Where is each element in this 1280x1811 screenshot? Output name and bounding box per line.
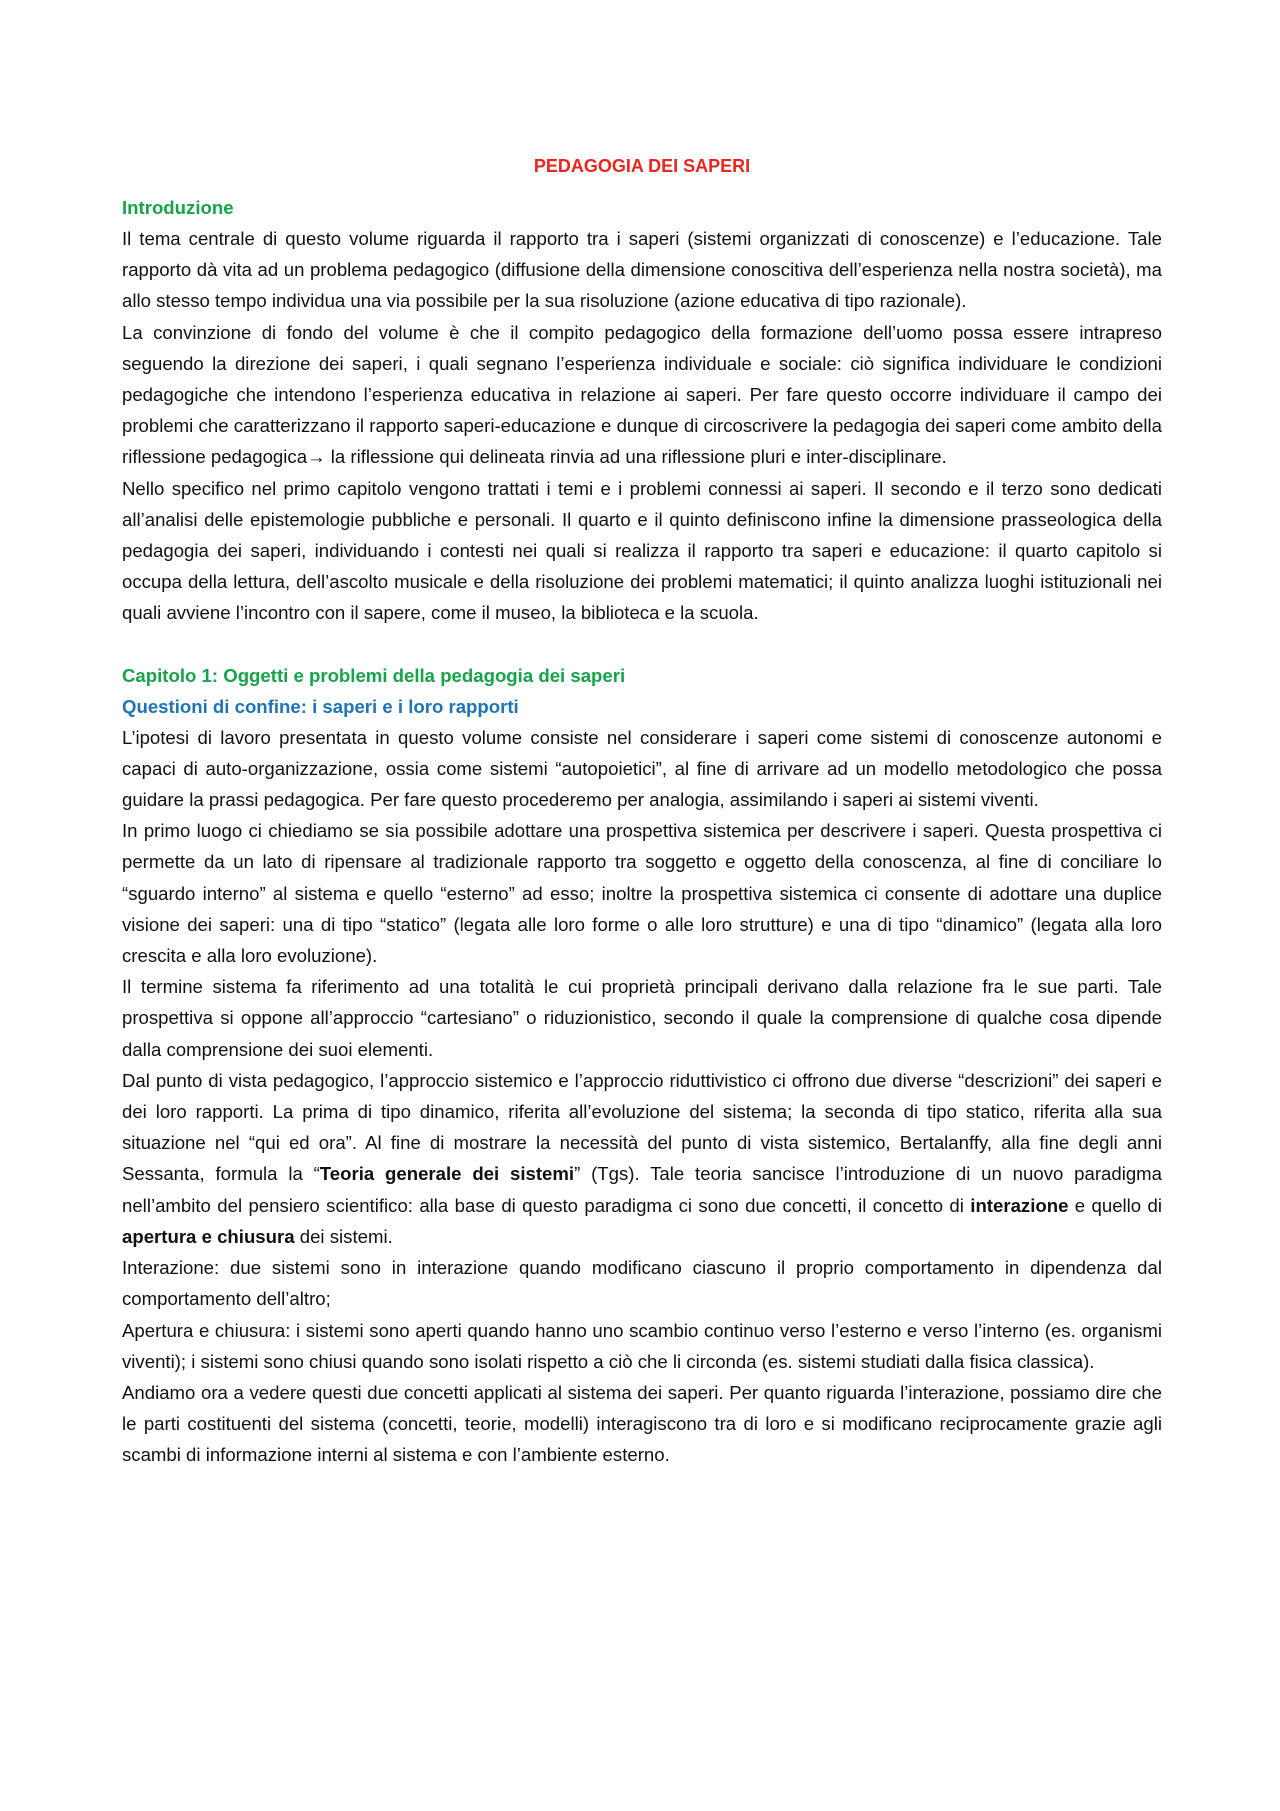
intro-paragraph-1: Il tema centrale di questo volume riguarda il rapporto tra i saperi (sistemi organizzati di conoscenze) e l’educazione. Tale rapporto dà vita ad un problema pedagogico (diffusione della dimensione conoscitiva dell’esperienza nella nostra società), ma allo stesso tempo individua una via possibile per la sua risoluzione (azione educativa di tipo razionale). [122,228,1162,312]
chapter1-paragraph-2: In primo luogo ci chiediamo se sia possibile adottare una prospettiva sistemica per descrivere i saperi. Questa prospettiva ci permette da un lato di ripensare al tradizionale rapporto tra soggetto e oggetto della conoscenza, al fine di conciliare lo “sguardo interno” al sistema e quello “esterno” ad esso; inoltre la prospettiva sistemica ci consente di adottare una duplice visione dei saperi: una di tipo “statico” (legata alle loro forme o alle loro strutture) e una di tipo “dinamico” (legata alla loro crescita e alla loro evoluzione). [122,820,1162,967]
intro-paragraph-3: Nello specifico nel primo capitolo vengono trattati i temi e i problemi connessi ai saperi. Il secondo e il terzo sono dedicati all’analisi delle epistemologie pubbliche e personali. Il quarto e il quinto definiscono infine la dimensione prasseologica della pedagogia dei saperi, individuando i contesti nei quali si realizza il rapporto tra saperi e educazione: il quarto capitolo si occupa della lettura, dell’ascolto musicale e della risoluzione dei problemi matematici; il quinto analizza luoghi istituzionali nei quali avviene l’incontro con il sapere, come il museo, la biblioteca e la scuola. [122,477,1162,624]
intro-heading: Introduzione [122,197,234,218]
document-page [122,150,1162,1471]
section-spacer [122,629,1162,660]
p4-text-c: ” (Tgs). Tale teoria sancisce l’introduzione di un nuovo paradigma nell’ambito del pensiero scientifico: alla base di questo paradigma ci sono due concetti, il concetto di [122,1163,1163,1216]
chapter1-heading: Capitolo 1: Oggetti e problemi della pedagogia dei saperi [122,664,626,686]
chapter1-paragraph-4 [122,1065,1162,1252]
chapter1-paragraph-5: Interazione: due sistemi sono in interazione quando modificano ciascuno il proprio comportamento in dipendenza dal comportamento dell’altro; [122,1257,1162,1310]
document-title: PEDAGOGIA DEI SAPERI [533,156,751,176]
chapter1-paragraph-3: Il termine sistema fa riferimento ad una totalità le cui proprietà principali derivano dalla relazione fra le sue parti. Tale prospettiva si oppone all’approccio “cartesiano” o riduzionistico, secondo il quale la comprensione di qualche cosa dipende dalla comprensione dei suoi elementi. [122,976,1162,1060]
chapter1-paragraph-6: Apertura e chiusura: i sistemi sono aperti quando hanno uno scambio continuo verso l’esterno e verso l’interno (es. organismi viventi); i sistemi sono chiusi quando sono isolati rispetto a ciò che li circonda (es. sistemi studiati dalla fisica classica). [122,1319,1162,1372]
p4-bold-tgs: Teoria generale dei sistemi [319,1163,575,1185]
p4-text-a: Dal punto di vista pedagogico, l’approccio sistemico e l’approccio riduttivistico ci offrono due diverse “descrizioni” dei saperi e dei loro rapporti. La prima di tipo dinamico, riferita all’evoluzione del sistema; la seconda di tipo statico, riferita alla sua situazione nel “qui ed ora”. Al fine di mostrare la necessità del punto di vista sistemico, Bertalanffy, alla fine degli anni Sessanta, formula la “ [122,1069,1162,1185]
p4-text-e: e quello di [1068,1194,1162,1216]
p4-bold-interazione: interazione [970,1194,1069,1216]
p4-text-g: dei sistemi. [294,1225,393,1247]
p4-bold-apertura: apertura e chiusura [122,1225,295,1247]
chapter1-paragraph-7: Andiamo ora a vedere questi due concetti applicati al sistema dei saperi. Per quanto riguarda l’interazione, possiamo dire che le parti costituenti del sistema (concetti, teorie, modelli) interagiscono tra di loro e si modificano reciprocamente grazie agli scambi di informazione interni al sistema e con l’ambiente esterno. [122,1381,1162,1466]
chapter1-subheading: Questioni di confine: i saperi e i loro rapporti [122,695,519,717]
chapter1-paragraph-1: L’ipotesi di lavoro presentata in questo volume consiste nel considerare i saperi come sistemi di conoscenze autonomi e capaci di auto-organizzazione, ossia come sistemi “autopoietici”, al fine di arrivare ad un modello metodologico che possa guidare la prassi pedagogica. Per fare questo procederemo per analogia, assimilando i saperi ai sistemi viventi. [122,726,1162,811]
intro-paragraph-2: La convinzione di fondo del volume è che il compito pedagogico della formazione dell’uomo possa essere intrapreso seguendo la direzione dei saperi, i quali segnano l’esperienza individuale e sociale: ciò significa individuare le condizioni pedagogiche che intendono l’esperienza educativa in relazione ai saperi. Per fare questo occorre individuare il campo dei problemi che caratterizzano il rapporto saperi-educazione e dunque di circoscrivere la pedagogia dei saperi come ambito della riflessione pedagogica→ la riflessione qui delineata rinvia ad una riflessione pluri e inter-disciplinare. [122,321,1162,468]
